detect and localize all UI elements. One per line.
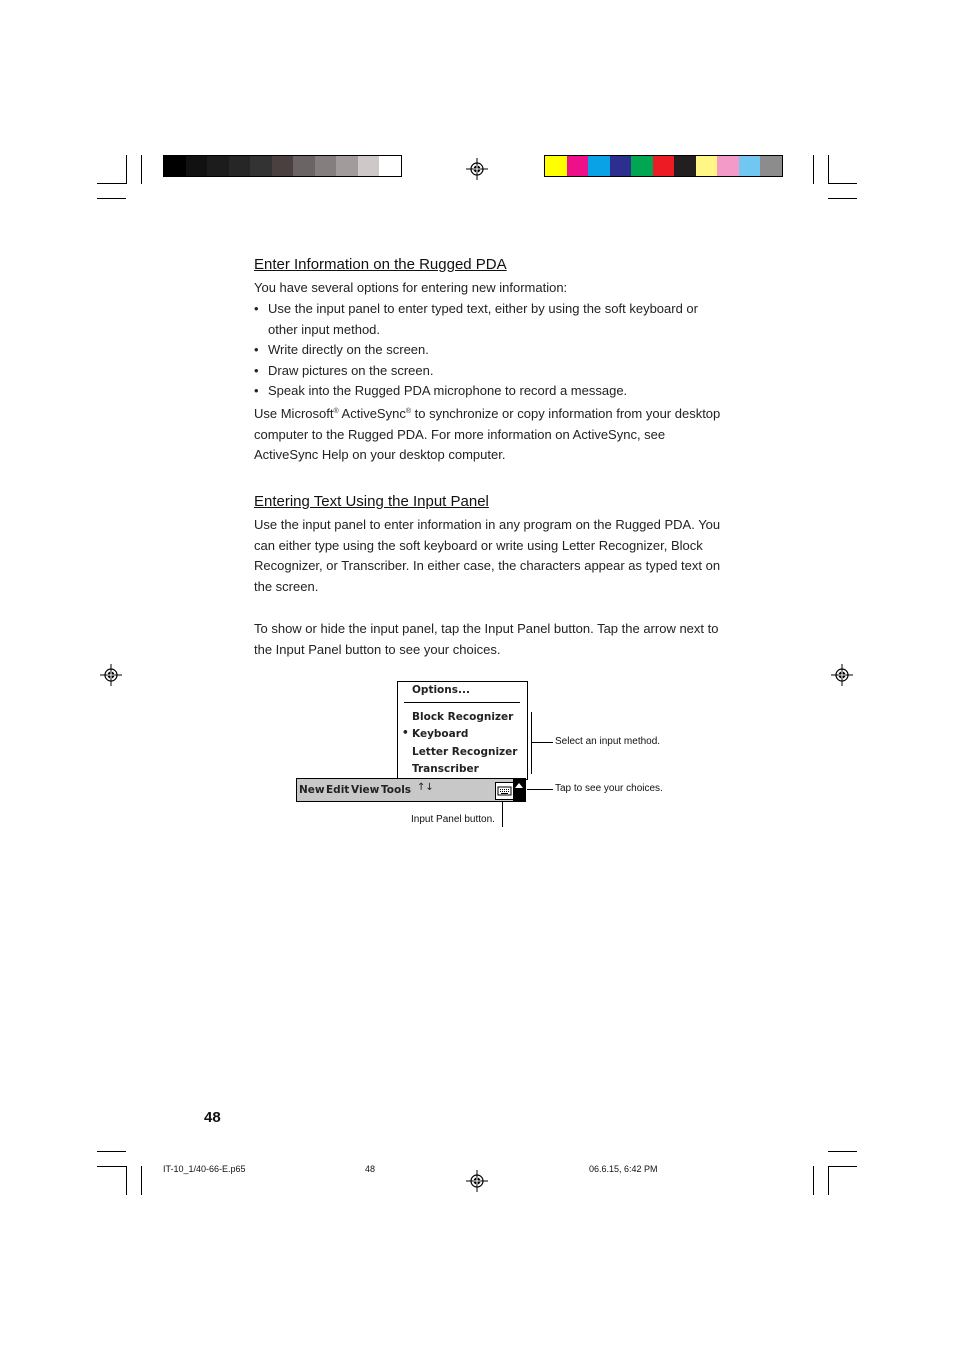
keyboard-icon xyxy=(496,783,513,799)
color-swatch xyxy=(567,156,589,176)
crop-mark xyxy=(813,1166,814,1195)
callout-line xyxy=(531,742,553,743)
input-panel-arrow-button[interactable] xyxy=(513,779,525,801)
color-swatch xyxy=(293,156,315,176)
color-swatch xyxy=(760,156,782,176)
menu-divider xyxy=(404,702,520,703)
footer-filename: IT-10_1/40-66-E.p65 xyxy=(163,1164,246,1174)
crop-mark xyxy=(828,1166,857,1167)
color-swatch xyxy=(229,156,251,176)
color-swatch xyxy=(250,156,272,176)
arrow-up-icon xyxy=(513,779,525,801)
color-swatch xyxy=(358,156,380,176)
input-method-menu xyxy=(397,681,528,780)
registration-mark-icon xyxy=(100,664,122,686)
color-swatch xyxy=(631,156,653,176)
color-swatch xyxy=(336,156,358,176)
callout-line xyxy=(527,789,553,790)
menu-item-options[interactable]: Options... xyxy=(412,684,470,696)
section-heading: Entering Text Using the Input Panel xyxy=(254,493,489,510)
color-swatch xyxy=(545,156,567,176)
color-swatch xyxy=(696,156,718,176)
bullet-item: • Write directly on the screen. xyxy=(254,342,429,357)
activesync-paragraph: Use Microsoft® ActiveSync® to synchronize or copy information from your desktop computer to the Rugged PDA. For more information on ActiveSync, see ActiveSync Help on your desktop computer. xyxy=(254,406,721,463)
callout-line xyxy=(502,801,503,827)
color-swatch xyxy=(379,156,401,176)
crop-mark xyxy=(97,1151,126,1152)
input-panel-paragraph: Use the input panel to enter information in any program on the Rugged PDA. You can either type using the soft keyboard or write using Letter Recognizer, Block Recognizer, or Transcriber. In either case, the characters appear as typed text on the screen. xyxy=(254,517,721,595)
crop-mark xyxy=(141,155,142,184)
crop-mark xyxy=(97,1166,126,1167)
bullet-item: • Speak into the Rugged PDA microphone to record a message. xyxy=(254,383,628,398)
callout-tap-choices: Tap to see your choices. xyxy=(555,783,663,794)
intro-text: You have several options for entering new information: xyxy=(254,280,568,295)
selected-bullet: • xyxy=(402,727,409,739)
color-swatch xyxy=(164,156,186,176)
color-swatch xyxy=(588,156,610,176)
crop-mark xyxy=(828,1151,857,1152)
menu-item-letter-recognizer[interactable]: Letter Recognizer xyxy=(412,746,518,758)
bullet-item: • Use the input panel to enter typed text, either by using the soft keyboard or other input method. xyxy=(254,301,698,337)
registration-mark-icon xyxy=(466,158,488,180)
crop-mark xyxy=(828,1166,829,1195)
crop-mark xyxy=(126,1166,127,1195)
sort-arrows-icon[interactable]: ↑↓ xyxy=(417,782,434,793)
crop-mark xyxy=(97,183,126,184)
show-hide-paragraph: To show or hide the input panel, tap the Input Panel button. Tap the arrow next to the Input Panel button to see your choices. xyxy=(254,621,719,657)
bullet-item: • Draw pictures on the screen. xyxy=(254,363,434,378)
color-swatch xyxy=(186,156,208,176)
crop-mark xyxy=(828,198,857,199)
menu-edit[interactable]: Edit xyxy=(326,784,350,796)
callout-bracket xyxy=(531,712,532,774)
callout-select-method: Select an input method. xyxy=(555,736,661,747)
color-swatch xyxy=(653,156,675,176)
crop-mark xyxy=(97,198,126,199)
grayscale-bar xyxy=(163,155,402,177)
crop-mark xyxy=(141,1166,142,1195)
menu-view[interactable]: View xyxy=(351,784,380,796)
menu-new[interactable]: New xyxy=(299,784,325,796)
color-swatch xyxy=(739,156,761,176)
color-swatch xyxy=(315,156,337,176)
crop-mark xyxy=(828,155,829,184)
section-heading: Enter Information on the Rugged PDA xyxy=(254,256,507,273)
color-swatch xyxy=(207,156,229,176)
menu-item-transcriber[interactable]: Transcriber xyxy=(412,763,479,775)
registration-mark-icon xyxy=(466,1170,488,1192)
menu-item-keyboard[interactable]: Keyboard xyxy=(412,728,469,740)
color-swatch xyxy=(674,156,696,176)
registration-mark-icon xyxy=(831,664,853,686)
color-swatch xyxy=(717,156,739,176)
color-swatch xyxy=(610,156,632,176)
color-bar xyxy=(544,155,783,177)
crop-mark xyxy=(126,155,127,184)
color-swatch xyxy=(272,156,294,176)
command-bar xyxy=(296,778,526,802)
crop-mark xyxy=(813,155,814,184)
crop-mark xyxy=(828,183,857,184)
page-number: 48 xyxy=(204,1109,221,1126)
footer-page: 48 xyxy=(365,1164,376,1174)
footer-date: 06.6.15, 6:42 PM xyxy=(589,1164,658,1174)
input-panel-button[interactable] xyxy=(495,782,514,800)
menu-item-block-recognizer[interactable]: Block Recognizer xyxy=(412,711,514,723)
callout-input-panel-button: Input Panel button. xyxy=(411,814,495,825)
menu-tools[interactable]: Tools xyxy=(381,784,412,796)
